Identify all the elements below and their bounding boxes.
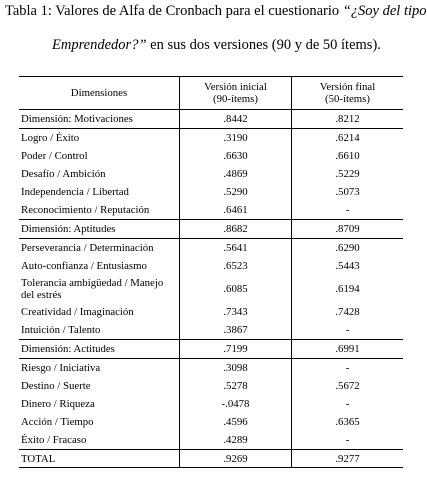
table-row: [19, 431, 403, 450]
dimension-cell: Dinero / Riqueza: [21, 398, 95, 410]
version-inicial-cell: .5278: [180, 377, 292, 395]
table-row: [19, 239, 403, 258]
caption-title-part-2: Emprendedor?”: [52, 37, 147, 53]
dimension-cell: Desafío / Ambición: [21, 168, 106, 180]
table-section-row: [19, 340, 403, 359]
dimension-cell: Logro / Éxito: [21, 132, 80, 144]
version-inicial-cell: .4596: [180, 413, 292, 431]
table-row: [19, 147, 403, 165]
version-inicial-cell: .6085: [180, 275, 292, 303]
caption-line-2: [52, 36, 381, 54]
caption-suffix: en sus dos versiones (90 y de 50 ítems).: [146, 37, 381, 53]
version-inicial-cell: .8442: [180, 110, 292, 129]
dimension-cell: Intuición / Talento: [21, 324, 101, 336]
table-header-row: [19, 77, 403, 110]
header-version-final: Versión final (50-ítems): [292, 77, 404, 110]
version-final-cell: .9277: [292, 450, 404, 468]
caption-prefix: Tabla 1: Valores de Alfa de Cronbach para el cuestionario: [5, 3, 343, 19]
table-body: [19, 110, 403, 468]
version-final-cell: .6214: [292, 129, 404, 148]
version-inicial-cell: .6461: [180, 201, 292, 220]
table-row: [19, 201, 403, 220]
table-row: [19, 321, 403, 340]
version-inicial-cell: .5290: [180, 183, 292, 201]
caption-line-1: [5, 2, 427, 20]
version-final-cell: -: [292, 395, 404, 413]
table-row: [19, 413, 403, 431]
version-inicial-cell: .9269: [180, 450, 292, 468]
table-row: [19, 303, 403, 321]
dimension-cell: Creatividad / Imaginación: [21, 306, 134, 318]
version-final-cell: -: [292, 431, 404, 450]
version-inicial-cell: .3098: [180, 359, 292, 378]
dimension-cell: Tolerancia ambigüedad / Manejo del estrés: [21, 277, 164, 301]
version-inicial-cell: .6630: [180, 147, 292, 165]
version-final-cell: .5672: [292, 377, 404, 395]
dimension-cell: Perseverancia / Determinación: [21, 242, 154, 254]
version-inicial-cell: .6523: [180, 257, 292, 275]
version-inicial-cell: -.0478: [180, 395, 292, 413]
version-inicial-cell: .3190: [180, 129, 292, 148]
version-final-cell: .7428: [292, 303, 404, 321]
version-inicial-cell: .7343: [180, 303, 292, 321]
dimension-cell: Riesgo / Iniciativa: [21, 362, 101, 374]
dimension-cell: Independencia / Libertad: [21, 186, 129, 198]
version-final-cell: .5229: [292, 165, 404, 183]
dimension-cell: Dimensión: Motivaciones: [19, 110, 180, 129]
version-inicial-cell: .7199: [180, 340, 292, 359]
header-dimensiones: Dimensiones: [19, 77, 180, 110]
version-final-cell: .8709: [292, 220, 404, 239]
version-final-cell: .5443: [292, 257, 404, 275]
version-final-cell: .6194: [292, 275, 404, 303]
version-final-cell: -: [292, 321, 404, 340]
dimension-cell: Dimensión: Aptitudes: [19, 220, 180, 239]
table-row: [19, 395, 403, 413]
version-final-cell: .6991: [292, 340, 404, 359]
table-section-row: [19, 220, 403, 239]
table-caption: [5, 2, 427, 53]
table-row: [19, 257, 403, 275]
table-row: [19, 183, 403, 201]
dimension-cell: Reconocimiento / Reputación: [21, 204, 150, 216]
dimension-cell: Acción / Tiempo: [21, 416, 94, 428]
table-row: [19, 165, 403, 183]
dimension-cell: Poder / Control: [21, 150, 88, 162]
table-row: [19, 359, 403, 378]
table-section-row: [19, 110, 403, 129]
dimension-cell: Dimensión: Actitudes: [19, 340, 180, 359]
version-inicial-cell: .3867: [180, 321, 292, 340]
table-row: [19, 377, 403, 395]
dimension-cell: Destino / Suerte: [21, 380, 91, 392]
version-final-cell: -: [292, 359, 404, 378]
table-row: [19, 129, 403, 148]
header-version-inicial: Versión inicial (90-ítems): [180, 77, 292, 110]
dimension-cell: Auto-confianza / Entusiasmo: [21, 260, 147, 272]
version-inicial-cell: .5641: [180, 239, 292, 258]
version-final-cell: -: [292, 201, 404, 220]
table-row: [19, 275, 403, 303]
version-inicial-cell: .8682: [180, 220, 292, 239]
version-final-cell: .6290: [292, 239, 404, 258]
cronbach-alpha-table: [19, 76, 403, 468]
dimension-cell: Éxito / Fracaso: [21, 434, 87, 446]
version-final-cell: .8212: [292, 110, 404, 129]
version-final-cell: .5073: [292, 183, 404, 201]
version-inicial-cell: .4289: [180, 431, 292, 450]
dimension-cell: TOTAL: [19, 450, 180, 468]
table-total-row: [19, 450, 403, 468]
version-inicial-cell: .4869: [180, 165, 292, 183]
version-final-cell: .6610: [292, 147, 404, 165]
caption-title-part-1: “¿Soy del tipo: [342, 3, 427, 19]
version-final-cell: .6365: [292, 413, 404, 431]
